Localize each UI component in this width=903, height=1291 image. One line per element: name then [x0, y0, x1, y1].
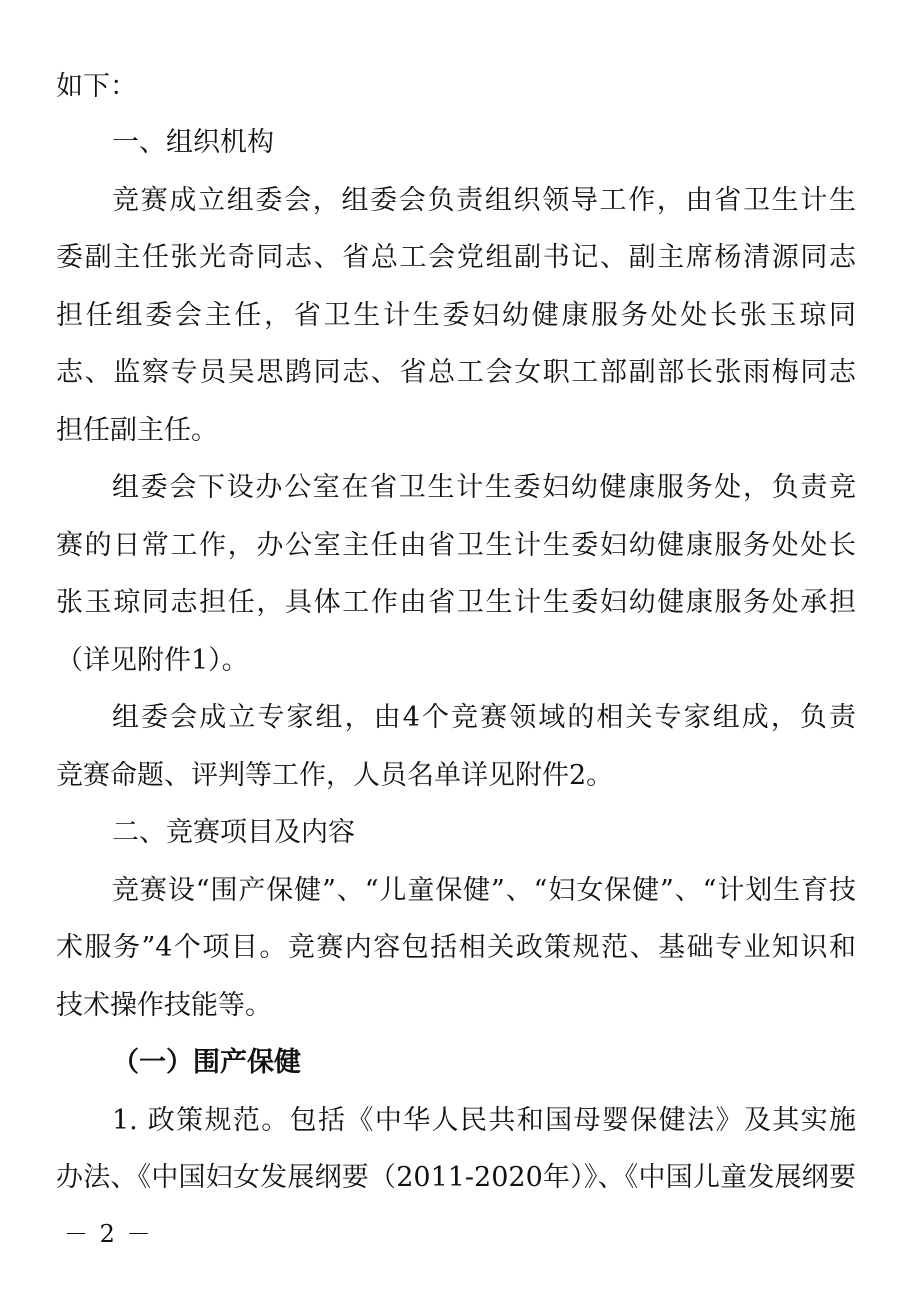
paragraph-line: 委副主任张光奇同志、省总工会党组副书记、副主席杨清源同志 — [56, 242, 856, 273]
paragraph-line: 担任组委会主任，省卫生计生委妇幼健康服务处处长张玉琼同 — [56, 300, 856, 331]
paragraph-line: 担任副主任。 — [56, 415, 218, 446]
paragraph-line: 组委会下设办公室在省卫生计生委妇幼健康服务处，负责竞 — [112, 472, 856, 503]
text-line-continuation: 如下： — [56, 71, 137, 102]
paragraph-line: 1. 政策规范。包括《中华人民共和国母婴保健法》及其实施 — [112, 1105, 856, 1136]
section-heading-organization: 一、组织机构 — [112, 127, 274, 158]
paragraph-line: 办法、《中国妇女发展纲要（2011-2020年）》、《中国儿童发展纲要 — [56, 1162, 856, 1193]
paragraph-line: 组委会成立专家组，由4个竞赛领域的相关专家组成，负责 — [112, 702, 856, 733]
subsection-heading-perinatal-care: （一）围产保健 — [112, 1047, 301, 1078]
paragraph-line: 技术操作技能等。 — [56, 990, 272, 1021]
paragraph-line: 赛的日常工作，办公室主任由省卫生计生委妇幼健康服务处处长 — [56, 530, 856, 561]
paragraph-line: 张玉琼同志担任，具体工作由省卫生计生委妇幼健康服务处承担 — [56, 587, 856, 618]
section-heading-competition-items: 二、竞赛项目及内容 — [112, 817, 355, 848]
paragraph-line: 志、监察专员吴思鹍同志、省总工会女职工部副部长张雨梅同志 — [56, 357, 856, 388]
paragraph-line: 竞赛成立组委会，组委会负责组织领导工作，由省卫生计生 — [112, 185, 856, 216]
paragraph-line: （详见附件1）。 — [56, 645, 249, 676]
page-number: － 2 － — [64, 1220, 153, 1248]
paragraph-line: 术服务”4个项目。竞赛内容包括相关政策规范、基础专业知识和 — [56, 932, 856, 963]
paragraph-line: 竞赛设“围产保健”、“儿童保健”、“妇女保健”、“计划生育技 — [112, 875, 856, 906]
paragraph-line: 竞赛命题、评判等工作，人员名单详见附件2。 — [56, 760, 614, 791]
